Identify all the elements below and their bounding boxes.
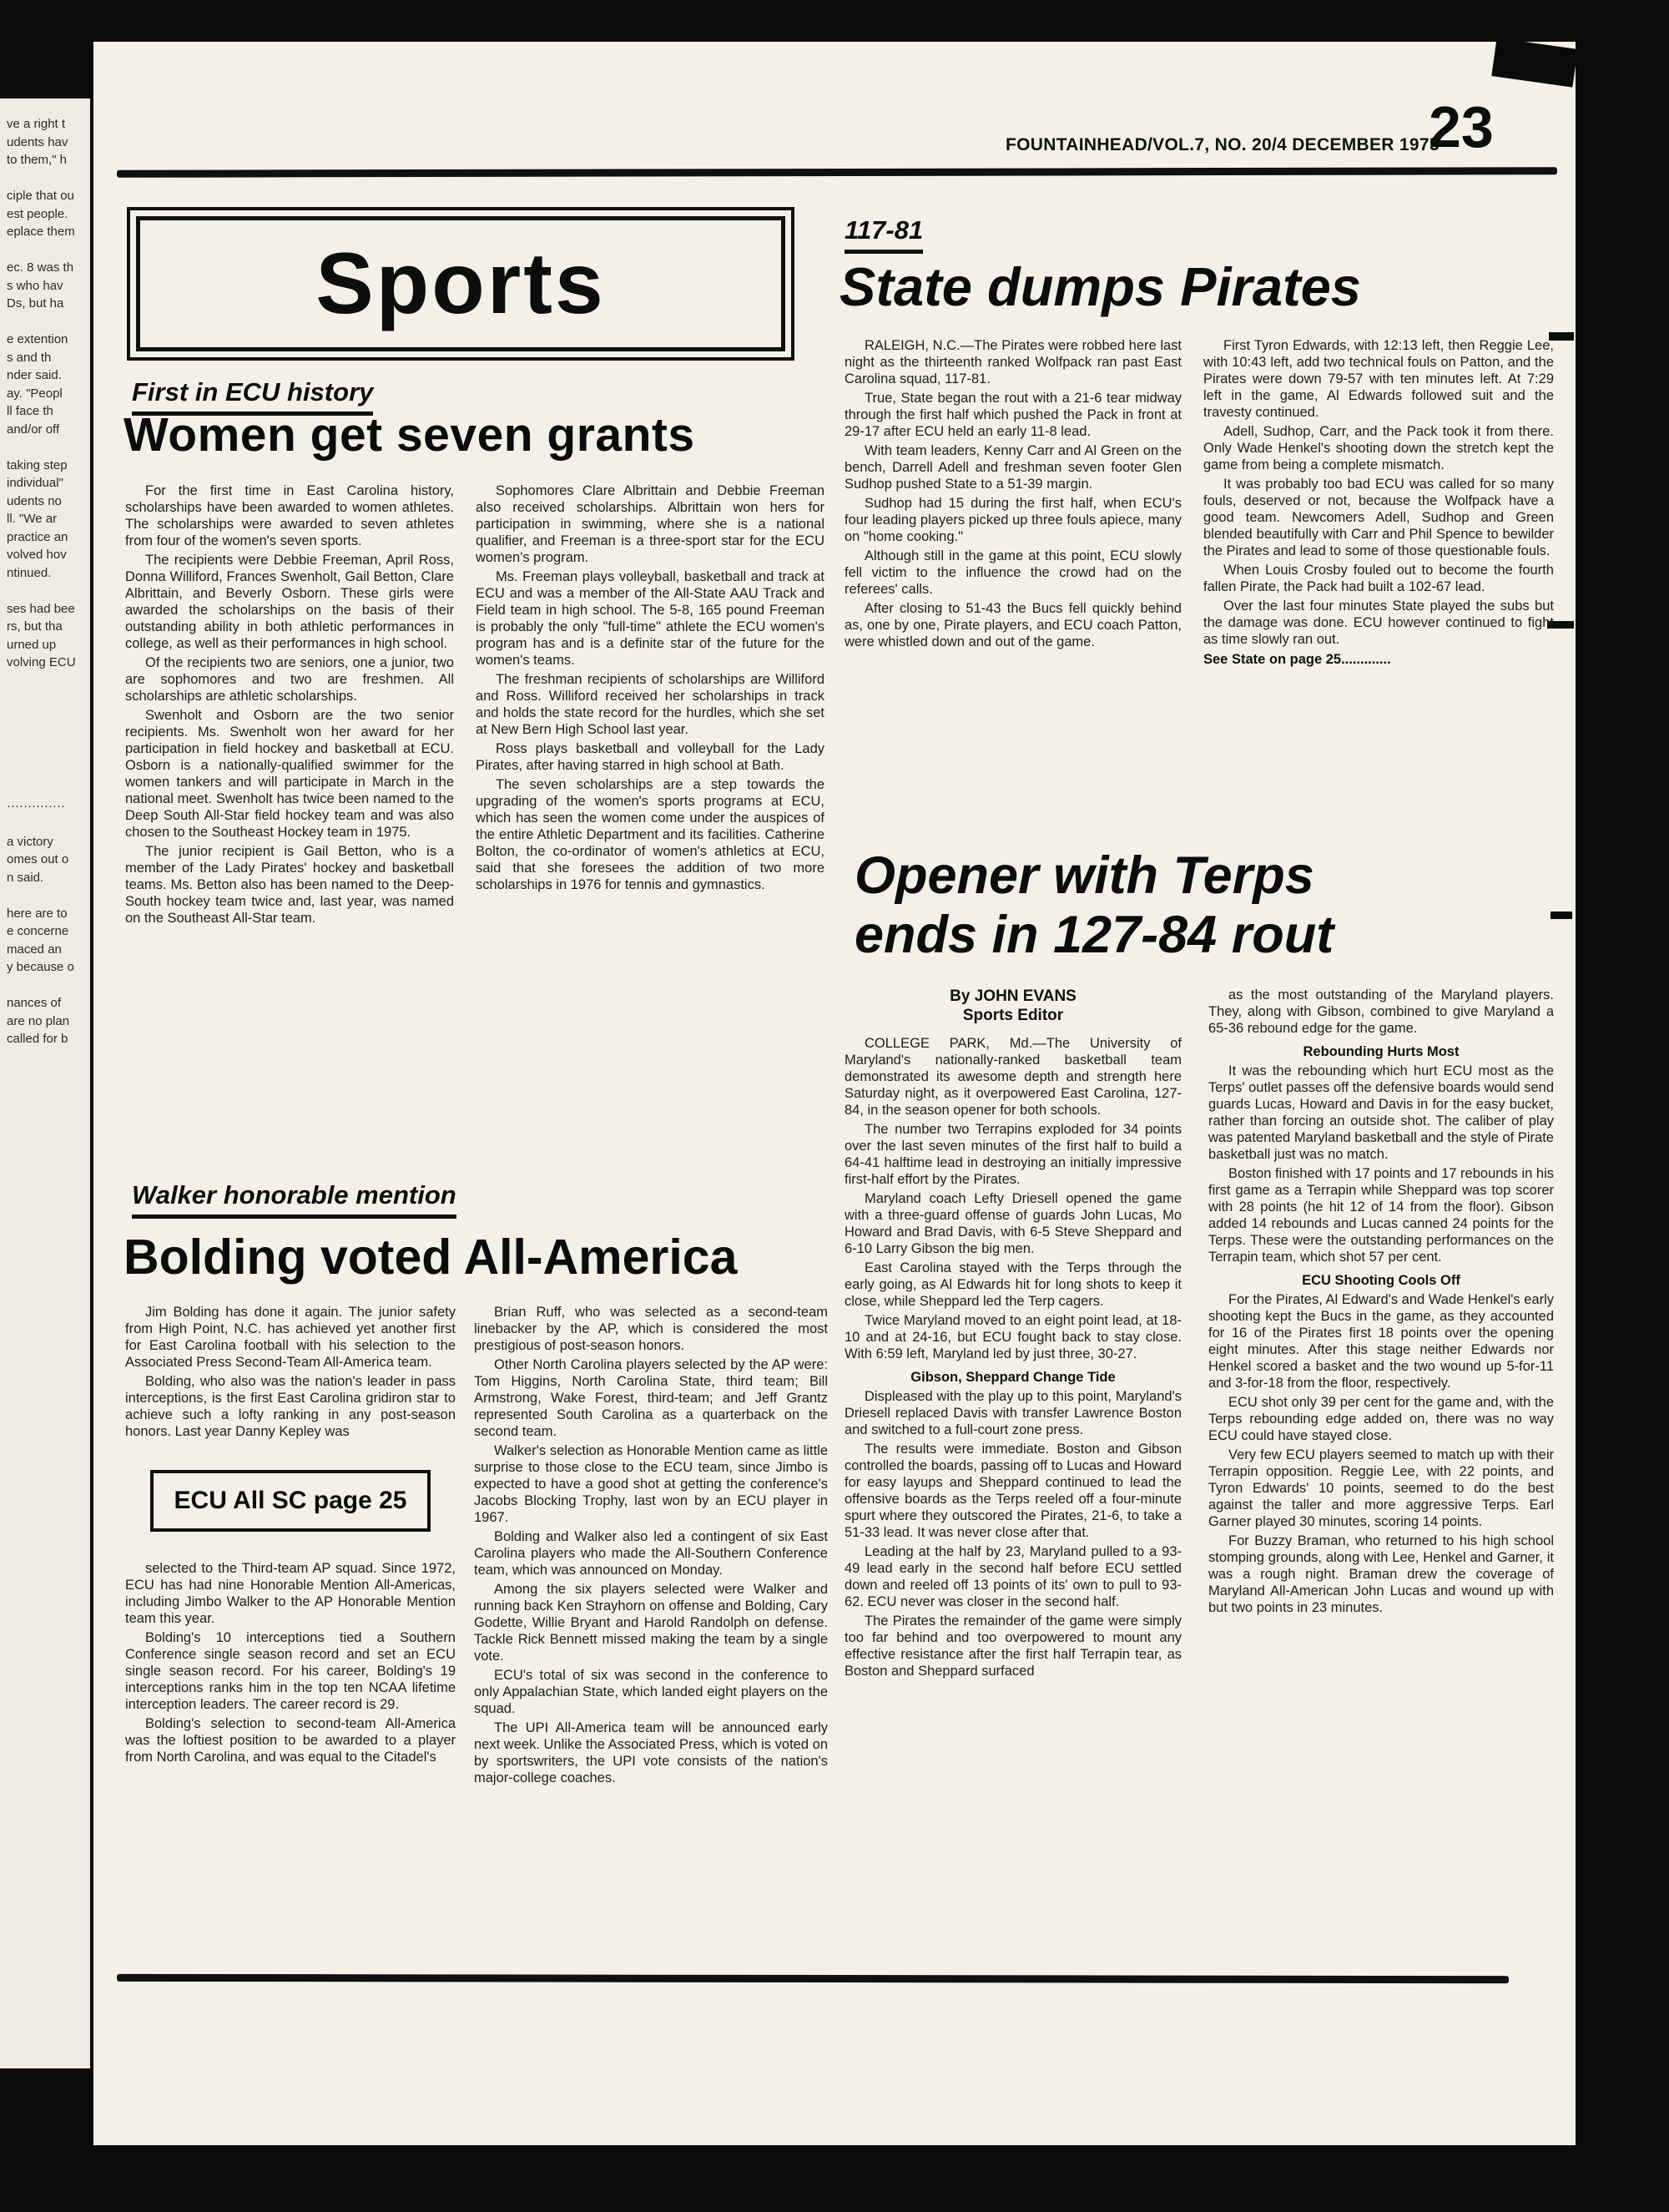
women-article-column-2: [476, 482, 824, 896]
article-paragraph: The recipients were Debbie Freeman, April Ross, Donna Williford, Frances Swenholt, Gail Betton, Clare Albrittain, and Beverly Osborn. These girls were awarded the scholarships on the basis of their outstanding ability in both athletic performances in college, as well as their performances in high school.: [125, 553, 454, 651]
article-paragraph: With team leaders, Kenny Carr and Al Green on the bench, Darrell Adell and freshman seven footer Glen Sudhop pushed State to a 51-39 margin.: [845, 443, 1182, 492]
edge-text-fragment: a victory: [7, 834, 53, 849]
edge-text-fragment: [7, 169, 87, 188]
bolding-column-1-bottom-paragraphs: [125, 1560, 456, 1765]
women-article-kicker: First in ECU history: [132, 377, 373, 416]
article-paragraph: True, State began the rout with a 21-6 tear midway through the first half which pushed the Pack in front at 29-17 after ECU held an early 11-8 lead.: [845, 391, 1182, 439]
edge-text-fragment: s who hav: [7, 278, 63, 293]
article-paragraph: selected to the Third-team AP squad. Since 1972, ECU has had nine Honorable Mention All-Americas, including Jimbo Walker to the AP Honorable Mention team this year.: [125, 1561, 456, 1626]
edge-text-fragment: called for b: [7, 1032, 68, 1046]
edge-text-fragment: practice an: [7, 529, 68, 544]
edge-text-fragment: [7, 977, 87, 995]
terps-column-1-paragraphs: [845, 1035, 1182, 1679]
edge-text-fragment: Ds, but ha: [7, 296, 64, 311]
edge-text-fragment: omes out o: [7, 852, 69, 866]
article-paragraph: Bolding's selection to second-team All-America was the loftiest position to be awarded to a player from North Carolina, and was equal to the Citadel's: [125, 1716, 456, 1765]
article-paragraph: RALEIGH, N.C.—The Pirates were robbed here last night as the thirteenth ranked Wolfpack ran past East Carolina squad, 117-81.: [845, 338, 1182, 386]
bolding-article-column-2: [474, 1304, 828, 1789]
women-article-column-1: [125, 482, 454, 929]
article-paragraph: For Buzzy Braman, who returned to his high school stomping grounds, along with Lee, Henkel and Garner, it was a rough night. Braman drew the coverage of Maryland All-American John Lucas and wound up with but two points in 23 minutes.: [1208, 1533, 1554, 1615]
article-paragraph: First Tyron Edwards, with 12:13 left, then Reggie Lee, with 10:43 left, add two technical fouls on Patton, and the Pirates were down 79-57 with ten minutes left. At 7:29 left in the game, Al Edwards followed suit and the travesty continued.: [1203, 338, 1554, 420]
article-paragraph: Although still in the game at this point, ECU slowly fell victim to the influence the crowd had on the referees' calls.: [845, 548, 1182, 597]
edge-text-fragment: here are to: [7, 906, 68, 921]
state-article-column-1: [845, 337, 1182, 653]
article-paragraph: Bolding and Walker also led a contingent of six East Carolina players who made the All-Southern Conference team, which was announced on Monday.: [474, 1529, 828, 1578]
edge-text-fragment: eplace them: [7, 225, 75, 239]
sports-logo-inner-border: [136, 216, 785, 351]
edge-text-fragment: to them," h: [7, 153, 68, 167]
article-paragraph: Of the recipients two are seniors, one a junior, two are sophomores and two are freshmen. All scholarships are athletic scholarships.: [125, 655, 454, 704]
bolding-article-kicker: Walker honorable mention: [132, 1180, 456, 1219]
article-paragraph: When Louis Crosby fouled out to become the fourth fallen Pirate, the Pack had built a 102-67 lead.: [1203, 563, 1554, 594]
article-paragraph: Adell, Sudhop, Carr, and the Pack took it from there. Only Wade Henkel's shooting down the stretch kept the game from being a complete mismatch.: [1203, 424, 1554, 472]
left-edge-fragments-bottom: [7, 797, 87, 1048]
state-article-headline: State dumps Pirates: [840, 256, 1361, 317]
state-column-2-paragraphs: [1203, 337, 1554, 648]
edge-text-fragment: ciple that ou: [7, 189, 74, 203]
edge-text-fragment: nances of: [7, 996, 62, 1010]
left-edge-fragments-top: [7, 115, 87, 672]
page-number: 23: [1429, 94, 1494, 159]
article-paragraph: It was probably too bad ECU was called for so many fouls, deserved or not, because the Wolfpack have a good team. Newcomers Adell, Sudhop and Green blended beautifully with Carr and Phil Spence to bewilder the Pirates and lead to some of those questionable fouls.: [1203, 477, 1554, 558]
article-paragraph: East Carolina stayed with the Terps through the early going, as Al Edwards hit for long shots to keep it close, while Sheppard led the Terp cagers.: [845, 1260, 1182, 1309]
article-paragraph: Ms. Freeman plays volleyball, basketball and track at ECU and was a member of the All-State AAU Track and Field team in high school. The 5-8, 165 pound Freeman is probably the only "full-time" athlete the ECU women's program has and is a definite star of the future for the women's teams.: [476, 569, 824, 668]
edge-text-fragment: urned up: [7, 637, 57, 652]
article-paragraph: COLLEGE PARK, Md.—The University of Maryland's nationally-ranked basketball team demonstrated its awesome depth and strength here Saturday night, as it overpowered East Carolina, 127-84, in the season opener for both schools.: [845, 1036, 1182, 1118]
terps-article-column-1: [845, 987, 1182, 1682]
edge-text-fragment: ec. 8 was th: [7, 260, 74, 275]
terps-headline-line1: Opener with Terps: [855, 846, 1314, 905]
article-paragraph: Swenholt and Osborn are the two senior recipients. Ms. Swenholt won her award for her participation in field hockey and basketball at ECU. Osborn is a nationally-qualified swimmer for the women tankers and will participate in March in the national meet. Swenholt has twice been named to the Deep South All-Star field hockey team and was also chosen to the Southeast Hockey team in 1975.: [125, 708, 454, 840]
edge-text-fragment: y because o: [7, 960, 74, 974]
edge-text-fragment: [7, 241, 87, 260]
edge-text-fragment: ··············: [7, 798, 65, 813]
article-subhead: ECU Shooting Cools Off: [1302, 1273, 1460, 1288]
article-paragraph: Other North Carolina players selected by the AP were: Tom Higgins, North Carolina State, third team; Bill Armstrong, Wake Forest, third-team; and Jeff Grantz represented South Carolina as a quarterback on the second team.: [474, 1357, 828, 1439]
edge-text-fragment: ll face th: [7, 404, 53, 418]
article-paragraph: Boston finished with 17 points and 17 rebounds in his first game as a Terrapin while Sheppard was top scorer with 28 points (he hit 12 of 14 from the floor). Gibson added 14 rebounds and Lucas canned 24 points for the Terps. These were the outstanding performances on the Terrapin team, which shot 57 per cent.: [1208, 1166, 1554, 1265]
edge-text-fragment: [7, 438, 87, 457]
article-paragraph: Bolding, who also was the nation's leader in pass interceptions, is the first East Carolina gridiron star to achieve such a lofty ranking in any post-season honors. Last year Danny Kepley was: [125, 1374, 456, 1439]
byline-title: Sports Editor: [962, 1007, 1064, 1024]
terps-byline: [845, 987, 1182, 1025]
edge-text-fragment: ve a right t: [7, 117, 66, 131]
bolding-article-column-1: [125, 1304, 456, 1768]
edge-text-fragment: ses had bee: [7, 601, 75, 616]
bolding-article-headline: Bolding voted All-America: [124, 1230, 738, 1285]
edge-text-fragment: volved hov: [7, 548, 67, 562]
edge-text-fragment: taking step: [7, 457, 68, 472]
edge-text-fragment: nder said.: [7, 368, 62, 382]
article-paragraph: Among the six players selected were Walker and running back Ken Strayhorn on offense and Bolding, Cary Godette, Willie Bryant and Harold Randolph on defense. Tackle Rick Bennett missed making the team by a single vote.: [474, 1582, 828, 1664]
sports-logo-text: Sports: [315, 235, 606, 332]
edge-text-fragment: ll. "We ar: [7, 512, 58, 526]
terps-headline-line2: ends in 127-84 rout: [855, 905, 1334, 964]
article-paragraph: After closing to 51-43 the Bucs fell quickly behind as, one by one, Pirate players, and ECU coach Patton, were whistled down and out of the game.: [845, 601, 1182, 649]
article-paragraph: The junior recipient is Gail Betton, who is a member of the Lady Pirates' hockey and basketball teams. Ms. Betton also has been named to the Deep-South hockey team twice and, last year, was named on the Southeast All-Star team.: [125, 844, 454, 926]
edge-text-fragment: ay. "Peopl: [7, 386, 63, 401]
article-paragraph: Sudhop had 15 during the first half, when ECU's four leading players picked up three fouls apiece, many on "home cooking.": [845, 496, 1182, 544]
article-paragraph: Over the last four minutes State played the subs but the damage was done. ECU however continued to fight as time slowly ran out.: [1203, 598, 1554, 647]
article-paragraph: Jim Bolding has done it again. The junior safety from High Point, N.C. has achieved yet another first for East Carolina football with his selection to the Associated Press Second-Team All-America team.: [125, 1305, 456, 1370]
article-paragraph: as the most outstanding of the Maryland players. They, along with Gibson, combined to give Maryland a 65-36 rebound edge for the game.: [1208, 987, 1554, 1036]
article-paragraph: For the Pirates, Al Edward's and Wade Henkel's early shooting kept the Bucs in the game, as they accounted for 16 of the Pirates first 18 points over the opening eight minutes. After this stage neither Edwards nor Henkel scored a basket and the two wound up 5-for-11 and 3-for-18 from the floor, respectively.: [1208, 1292, 1554, 1391]
article-paragraph: The UPI All-America team will be announced early next week. Unlike the Associated Press, which is voted on by sportswriters, the UPI vote consists of the nation's major-college coaches.: [474, 1720, 828, 1785]
edge-text-fragment: rs, but tha: [7, 619, 63, 634]
terps-article-headline: [855, 846, 1572, 964]
article-paragraph: Walker's selection as Honorable Mention came as little surprise to those close to the ECU team, since Jimbo is expected to have a good shot at getting the conference's Jacobs Blocking Trophy, last won by an ECU player in 1967.: [474, 1443, 828, 1525]
article-paragraph: ECU shot only 39 per cent for the game and, with the Terps rebounding edge added on, there was no way ECU could have stayed close.: [1208, 1395, 1554, 1443]
article-paragraph: The results were immediate. Boston and Gibson controlled the boards, passing off to Lucas and Howard for easy layups and Sheppard continued to lead the offensive boards as the Terps reeled off a four-minute spurt where they outscored the Pirates, 21-6, to take a 51-33 lead. It was never close after that.: [845, 1442, 1182, 1540]
article-paragraph: The number two Terrapins exploded for 34 points over the last seven minutes of the first half to build a 64-41 halftime lead in destroying an initially impressive first-half effort by the Pirates.: [845, 1122, 1182, 1187]
article-paragraph: Very few ECU players seemed to match up with their Terrapin opposition. Reggie Lee, with 22 points, and Tyron Edwards' 10 points, seemed to do the best against the taller and more aggressive Terps. Earl Garner played 30 minutes, scoring 14 points.: [1208, 1447, 1554, 1529]
state-article-kicker: 117-81: [845, 215, 923, 254]
state-article-column-2: [1203, 337, 1554, 668]
byline-author: By JOHN EVANS: [950, 987, 1077, 1005]
edge-text-fragment: e concerne: [7, 924, 69, 938]
edge-text-fragment: individual": [7, 476, 63, 490]
article-paragraph: The freshman recipients of scholarships are Williford and Ross. Williford received her scholarships in track and holds the state record for the hurdles, which she set at New Bern High School last year.: [476, 672, 824, 737]
edge-text-fragment: [7, 313, 87, 331]
article-paragraph: The seven scholarships are a step towards the upgrading of the women's sports programs at ECU, which has seen the women come under the auspices of the entire Athletic Department and its facilities. Catherine Bolton, the co-ordinator of women's athletics at ECU, said that she foresees the addition of two more scholarships in 1976 for tennis and gymnastics.: [476, 777, 824, 892]
article-paragraph: For the first time in East Carolina history, scholarships have been awarded to women athletes. The scholarships were awarded to seven athletes from four of the women's seven sports.: [125, 483, 454, 548]
article-paragraph: Leading at the half by 23, Maryland pulled to a 93-49 lead early in the second half before ECU settled down and reeled off 13 points of its' own to pull to 93-62. ECU never was closer in the second half.: [845, 1544, 1182, 1609]
edge-text-fragment: ntinued.: [7, 565, 52, 580]
terps-article-column-2: [1208, 987, 1554, 1619]
sports-section-logo-box: [127, 207, 794, 361]
edge-text-fragment: volving ECU: [7, 655, 76, 669]
article-paragraph: Twice Maryland moved to an eight point lead, at 18-10 and at 24-16, but ECU fought back to stay close. With 6:59 left, Maryland led by just three, 30-27.: [845, 1313, 1182, 1361]
edge-text-fragment: udents hav: [7, 134, 68, 149]
edge-text-fragment: are no plan: [7, 1013, 70, 1028]
article-paragraph: Bolding's 10 interceptions tied a Southern Conference single season record and set an ECU single season record. For his career, Bolding's 19 interceptions ranks him in the top ten NCAA lifetime interception leaders. The career record is 29.: [125, 1630, 456, 1712]
article-paragraph: Maryland coach Lefty Driesell opened the game with a three-guard offense of guards John Lucas, Mo Howard and Brad Davis, with 6-5 Steve Sheppard and 6-10 Larry Gibson the big men.: [845, 1191, 1182, 1256]
edge-text-fragment: udents no: [7, 493, 62, 508]
article-paragraph: Brian Ruff, who was selected as a second-team linebacker by the AP, which is considered the most prestigious of post-season honors.: [474, 1305, 828, 1353]
edge-text-fragment: and/or off: [7, 422, 60, 437]
women-article-headline: Women get seven grants: [124, 408, 695, 462]
article-paragraph: Sophomores Clare Albrittain and Debbie Freeman also received scholarships. Albrittain won hers for participation in swimming, where she is a national qualifier, and Freeman is a three-sport star for the ECU women's program.: [476, 483, 824, 565]
article-paragraph: Displeased with the play up to this point, Maryland's Driesell replaced Davis with transfer Lawrence Boston and switched to a full-court zone press.: [845, 1389, 1182, 1437]
article-subhead: Gibson, Sheppard Change Tide: [910, 1370, 1116, 1385]
refer-box: ECU All SC page 25: [150, 1470, 431, 1532]
edge-text-fragment: n said.: [7, 870, 44, 885]
edge-text-fragment: [7, 582, 87, 600]
edge-text-fragment: s and th: [7, 350, 52, 365]
article-paragraph: It was the rebounding which hurt ECU most as the Terps' outlet passes off the defensive boards would send guards Lucas, Howard and Davis in for the easy bucket, rather than forcing an outside shot. The caliber of play was patented Maryland basketball and the style of Pirate basketball just was no match.: [1208, 1063, 1554, 1162]
edge-text-fragment: est people.: [7, 206, 68, 221]
edge-text-fragment: e extention: [7, 332, 68, 346]
edge-text-fragment: [7, 886, 87, 905]
article-paragraph: ECU's total of six was second in the conference to only Appalachian State, which landed eight players on the squad.: [474, 1668, 828, 1716]
masthead-issue-line: FOUNTAINHEAD/VOL.7, NO. 20/4 DECEMBER 1975: [1006, 135, 1440, 154]
bolding-column-1-top-paragraphs: [125, 1304, 456, 1440]
state-jumpline: See State on page 25.............: [1203, 652, 1391, 667]
edge-text-fragment: [7, 815, 87, 833]
article-subhead: Rebounding Hurts Most: [1303, 1044, 1460, 1059]
article-paragraph: Ross plays basketball and volleyball for the Lady Pirates, after having starred in high school at Bath.: [476, 741, 824, 773]
article-paragraph: The Pirates the remainder of the game were simply too far behind and too overpowered to mount any effective resistance after the first half Terrapin tear, as Boston and Sheppard surfaced: [845, 1614, 1182, 1679]
edge-text-fragment: maced an: [7, 942, 62, 957]
left-edge-page-fragment: [0, 98, 90, 2068]
